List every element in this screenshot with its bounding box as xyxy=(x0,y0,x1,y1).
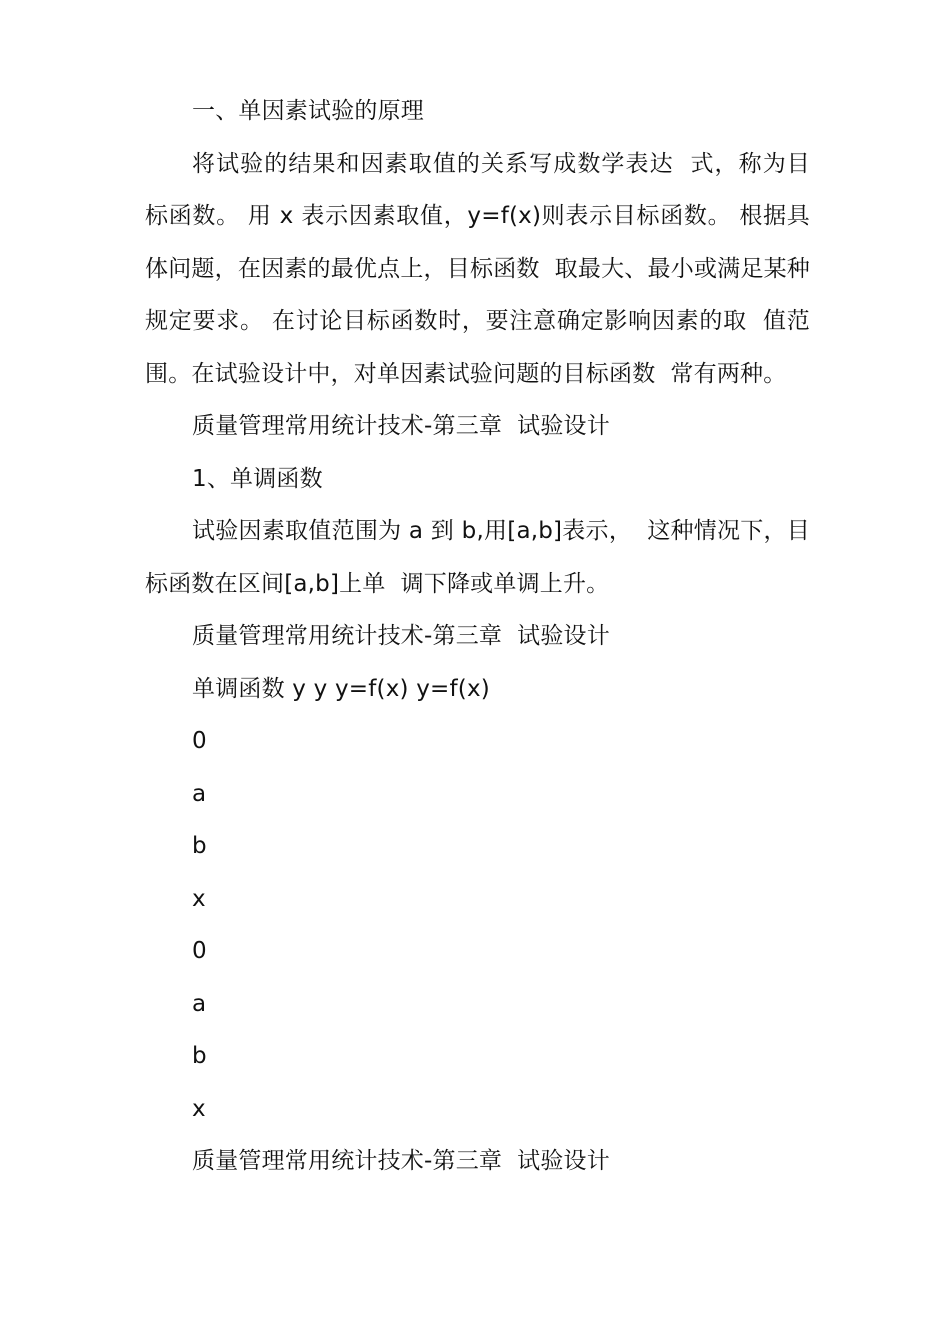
figure-label: x xyxy=(192,1095,206,1122)
chapter-title-line: 质量管理常用统计技术-第三章 试验设计 xyxy=(192,413,610,439)
subsection-heading: 1、单调函数 xyxy=(192,465,323,492)
body-paragraph: 试验因素取值范围为 a 到 b,用[a,b]表示， 这种情况下，目标函数在区间[a,b]上单 调下降或单调上升。 xyxy=(145,518,810,597)
figure-label: 0 xyxy=(192,728,207,754)
figure-label: a xyxy=(192,780,207,807)
document-body xyxy=(145,85,810,1188)
chapter-title-line: 质量管理常用统计技术-第三章 试验设计 xyxy=(192,623,610,649)
body-paragraph: 将试验的结果和因素取值的关系写成数学表达 式，称为目标函数。 用 x 表示因素取值，y=f(x)则表示目标函数。 根据具体问题，在因素的最优点上，目标函数 取最大、最小或满足某种规定要求。 在讨论目标函数时，要注意确定影响因素的取 值范围。在试验设计中，对单因素试验问题的目标函数 常有两种。 xyxy=(145,150,810,387)
chapter-title-line: 质量管理常用统计技术-第三章 试验设计 xyxy=(192,1148,610,1174)
figure-label: a xyxy=(192,990,207,1017)
section-heading: 一、单因素试验的原理 xyxy=(192,98,424,124)
figure-label: 0 xyxy=(192,938,207,964)
figure-label: b xyxy=(192,833,207,859)
figure-label-line: 单调函数 y y y=f(x) y=f(x) xyxy=(192,675,490,702)
figure-label: b xyxy=(192,1043,207,1069)
figure-label: x xyxy=(192,885,206,912)
